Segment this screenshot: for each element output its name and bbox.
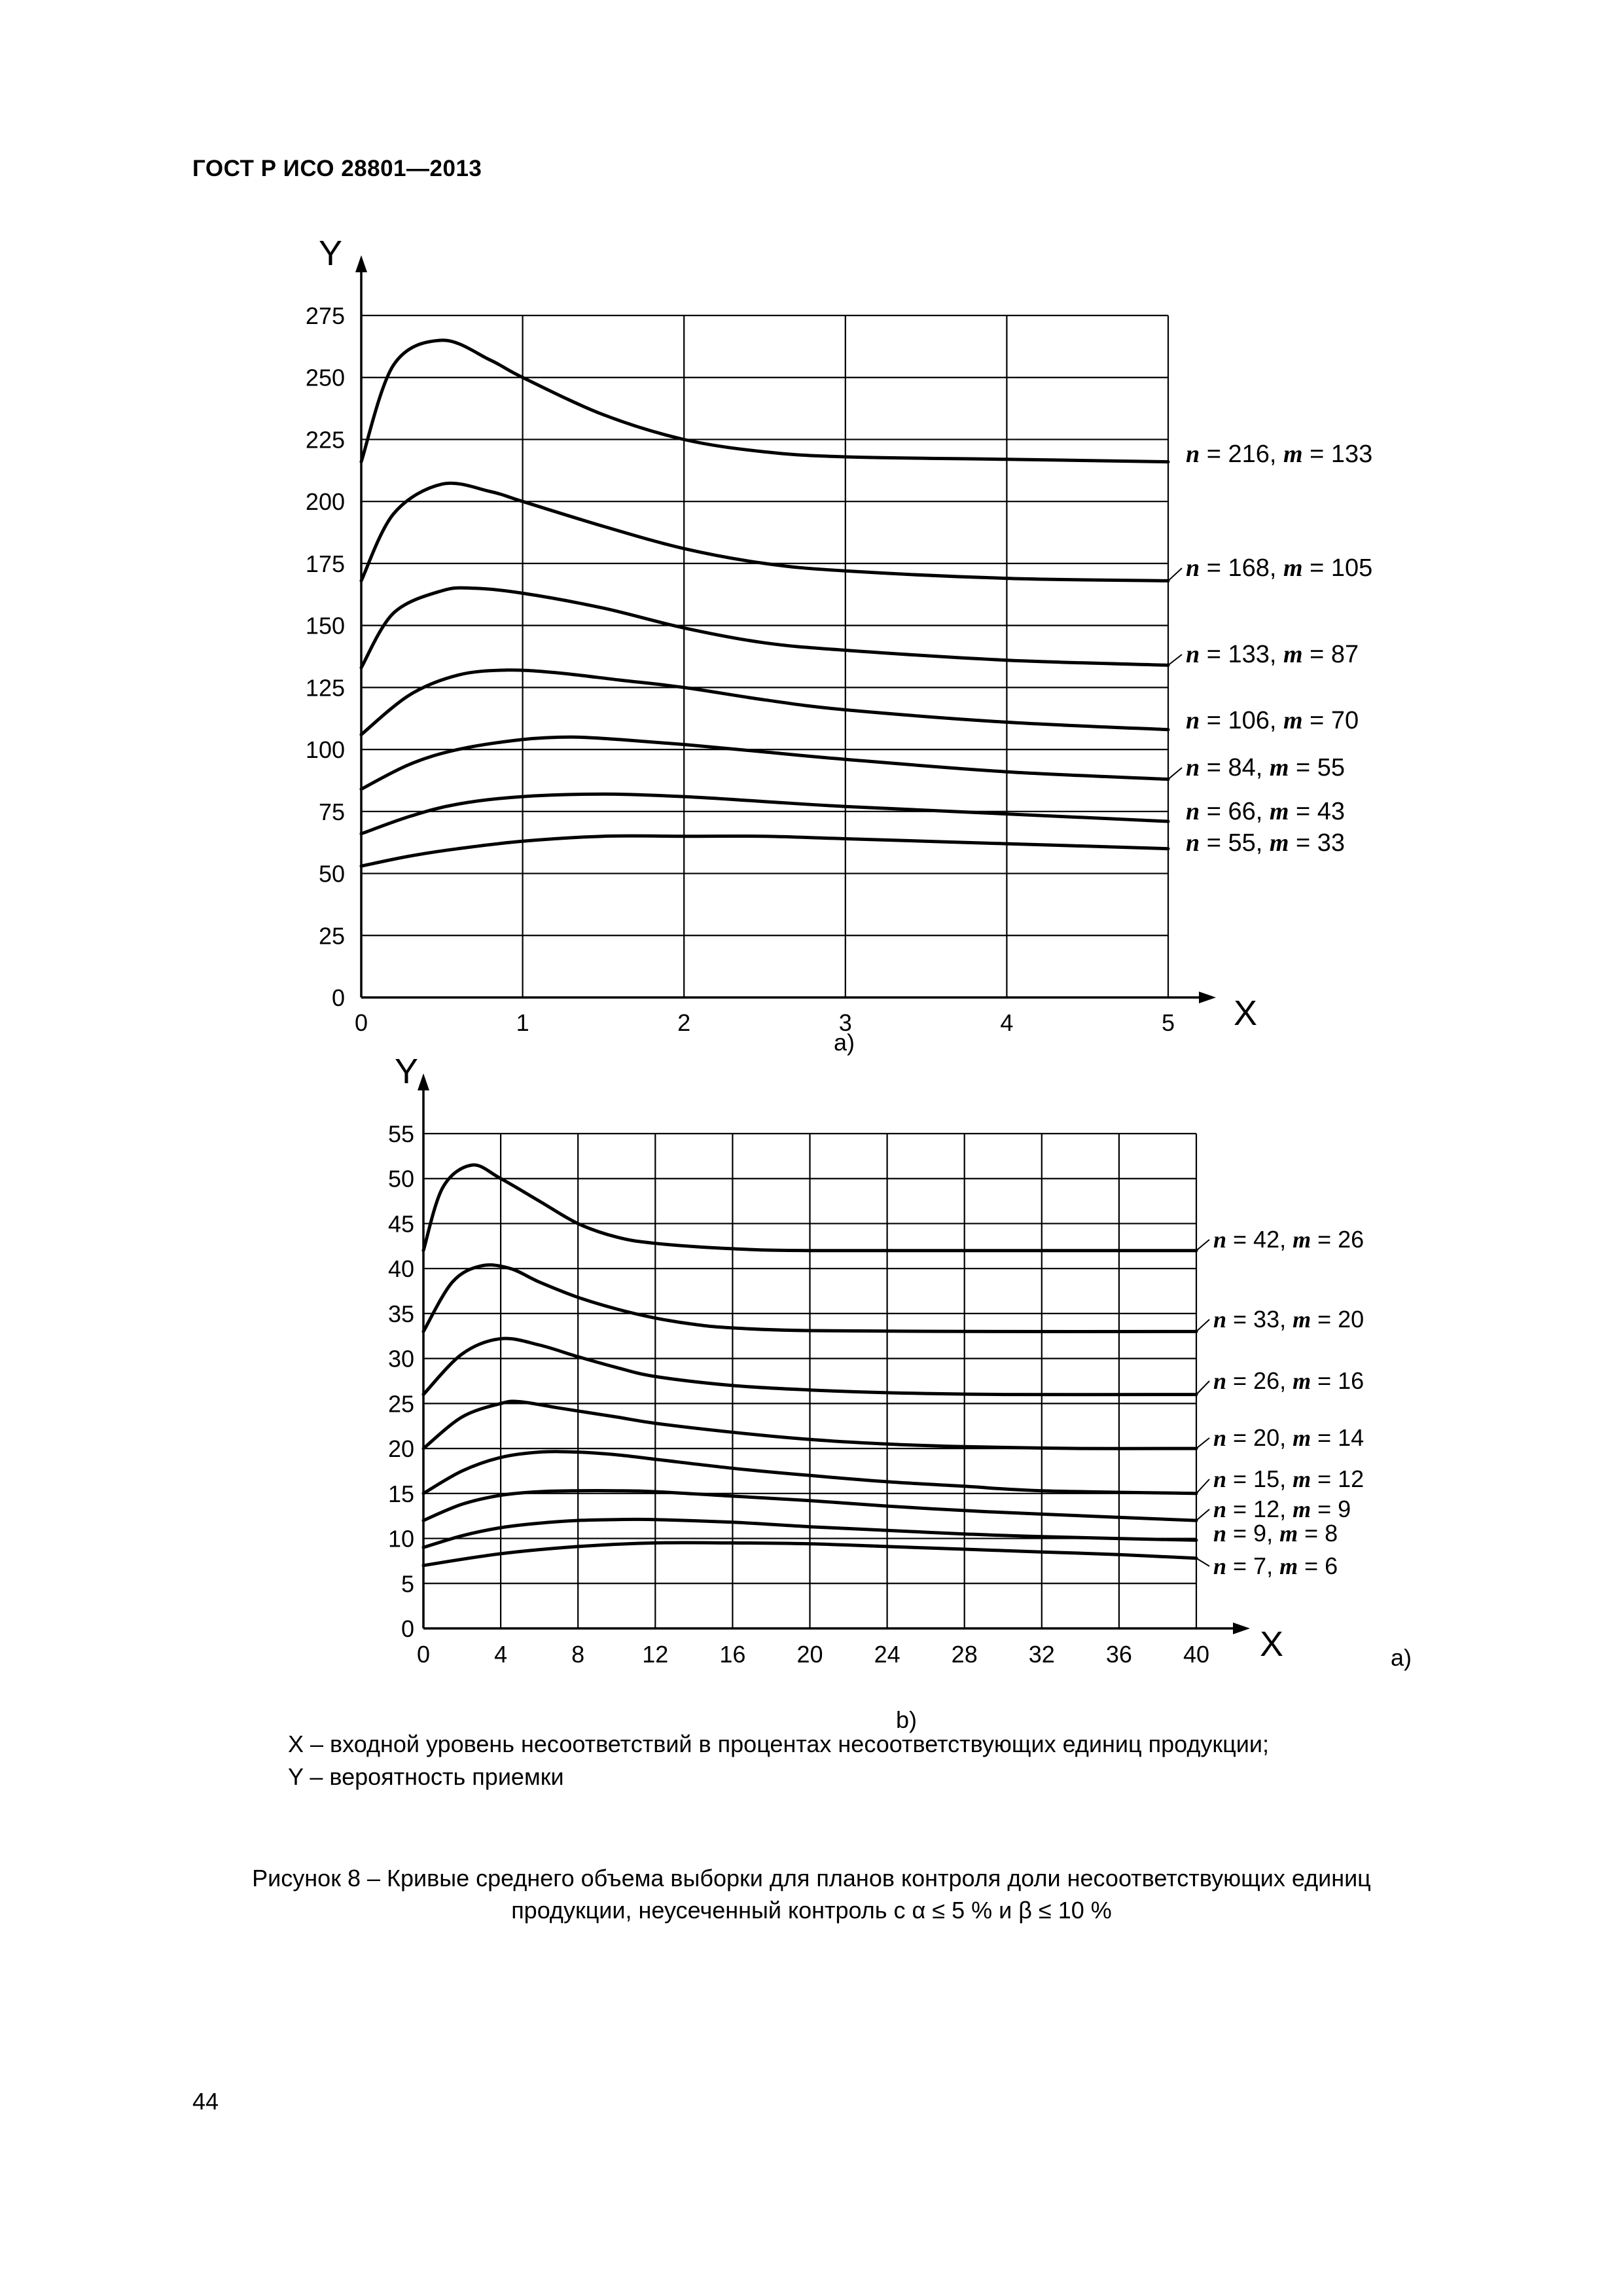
- panel-b-series-label: n = 42, m = 26: [1213, 1226, 1364, 1253]
- panel-a-y-tick-label: 150: [305, 612, 345, 639]
- panel-b-x-axis-arrow: [1233, 1623, 1250, 1634]
- panel-a-x-tick-label: 3: [838, 1009, 852, 1036]
- panel-a-series-label: n = 55, m = 33: [1186, 829, 1345, 857]
- panel-a-series-label: n = 168, m = 105: [1186, 554, 1373, 582]
- panel-a-series-leader: [1168, 568, 1182, 581]
- panel-b-series-label: n = 26, m = 16: [1213, 1367, 1364, 1394]
- panel-a-series-label: n = 216, m = 133: [1186, 440, 1373, 468]
- panel-b-x-tick-label: 16: [719, 1641, 746, 1668]
- panel-b-series-leader: [1196, 1479, 1209, 1494]
- panel-a-x-tick-label: 2: [677, 1009, 691, 1036]
- panel-a-y-tick-label: 0: [331, 984, 345, 1011]
- panel-b-y-axis-title: Y: [395, 1052, 419, 1091]
- panel-b-x-tick-label: 4: [494, 1641, 508, 1668]
- panel-a-series-label: n = 106, m = 70: [1186, 707, 1359, 734]
- panel-a-series-leader: [1168, 655, 1182, 665]
- panel-b-x-tick-label: 8: [571, 1641, 585, 1668]
- panel-b-x-tick-label: 32: [1028, 1641, 1055, 1668]
- panel-a-series-label: n = 133, m = 87: [1186, 641, 1359, 668]
- panel-b-y-tick-label: 45: [387, 1210, 414, 1238]
- panel-b-series-leader: [1196, 1509, 1209, 1520]
- panel-a-y-tick-label: 250: [305, 364, 345, 391]
- panel-b-series-leader: [1196, 1319, 1209, 1331]
- panel-a-x-tick-label: 5: [1161, 1009, 1175, 1036]
- panel-b-series-label: n = 7, m = 6: [1213, 1552, 1338, 1579]
- x-axis-definition: X – входной уровень несоответствий в процентах несоответствующих единиц продукции;: [288, 1731, 1269, 1757]
- panel-a-y-tick-label: 25: [318, 922, 345, 950]
- panel-b-series-leader: [1196, 1240, 1209, 1251]
- panel-b-series-label: n = 15, m = 12: [1213, 1465, 1364, 1492]
- panel-b-series-leader: [1196, 1558, 1209, 1566]
- document-header: ГОСТ Р ИСО 28801—2013: [192, 156, 482, 181]
- panel-a-series-line: [361, 737, 1168, 789]
- panel-a-series-label: n = 66, m = 43: [1186, 798, 1345, 825]
- panel-b-series-leader: [1196, 1438, 1209, 1448]
- panel-a-y-tick-label: 200: [305, 488, 345, 516]
- panel-b-y-tick-label: 55: [387, 1121, 414, 1147]
- panel-b-y-tick-label: 25: [387, 1390, 414, 1418]
- panel-b-series-label: n = 12, m = 9: [1213, 1496, 1351, 1522]
- panel-a-y-axis-title: Y: [319, 234, 343, 273]
- panel-a-series-line: [361, 794, 1168, 834]
- page-number: 44: [192, 2088, 219, 2115]
- panel-b-series-leader: [1196, 1381, 1209, 1395]
- panel-b-y-tick-label: 30: [387, 1345, 414, 1372]
- panel-b-y-tick-label: 5: [401, 1570, 414, 1598]
- panel-b-y-tick-label: 40: [387, 1255, 414, 1283]
- panel-a-y-tick-label: 100: [305, 736, 345, 764]
- panel-b-y-tick-label: 15: [387, 1480, 414, 1507]
- panel-a-series-line: [361, 670, 1168, 735]
- panel-b-y-tick-label: 10: [387, 1525, 414, 1552]
- figure-caption: [0, 1862, 1623, 1926]
- panel-a-label: a): [833, 1029, 855, 1056]
- panel-a-y-tick-label: 225: [305, 426, 345, 454]
- panel-b-x-tick-label: 0: [416, 1641, 431, 1668]
- panel-a-x-axis-title: X: [1234, 994, 1258, 1033]
- figure-legend: [288, 1728, 1269, 1793]
- panel-b-x-tick-label: 12: [642, 1641, 669, 1668]
- panel-a-y-tick-label: 175: [305, 550, 345, 577]
- panel-b-series-label: n = 20, m = 14: [1213, 1424, 1364, 1451]
- y-axis-definition: Y – вероятность приемки: [288, 1763, 564, 1790]
- panel-a-y-axis-arrow: [355, 255, 367, 272]
- panel-a-series-label: n = 84, m = 55: [1186, 754, 1345, 781]
- panel-a-series-leader: [1168, 768, 1182, 780]
- panel-a-y-tick-label: 75: [318, 798, 345, 825]
- panel-b-x-tick-label: 36: [1105, 1641, 1132, 1668]
- panel-b-x-tick-label: 40: [1183, 1641, 1210, 1668]
- panel-b-x-axis-title: X: [1260, 1624, 1284, 1664]
- panel-b-y-tick-label: 20: [387, 1435, 414, 1463]
- panel-a-series-line: [361, 836, 1168, 866]
- panel-b-series-label: n = 33, m = 20: [1213, 1306, 1364, 1333]
- figure-caption-line-2: продукции, неусеченный контроль с α ≤ 5 % и β ≤ 10 %: [511, 1897, 1112, 1924]
- panel-b-label: b): [895, 1706, 918, 1733]
- panel-a-x-tick-label: 0: [354, 1009, 368, 1036]
- panel-a-y-tick-label: 125: [305, 674, 345, 702]
- panel-a-series-line: [361, 340, 1168, 462]
- panel-a-series-line: [361, 483, 1168, 581]
- figure-caption-line-1: Рисунок 8 – Кривые среднего объема выборки для планов контроля доли несоответствующих единиц: [252, 1865, 1371, 1892]
- panel-b-corner-label: a): [1391, 1644, 1412, 1671]
- panel-a-x-tick-label: 4: [1000, 1009, 1014, 1036]
- panel-b-y-tick-label: 0: [401, 1615, 414, 1642]
- panel-b-x-tick-label: 20: [796, 1641, 823, 1668]
- panel-b-y-axis-arrow: [418, 1073, 429, 1090]
- panel-a-y-tick-label: 275: [305, 302, 345, 329]
- panel-a-x-tick-label: 1: [516, 1009, 529, 1036]
- panel-a-x-axis-arrow: [1199, 992, 1216, 1003]
- panel-b-y-tick-label: 50: [387, 1165, 414, 1193]
- panel-a-series-line: [361, 588, 1168, 668]
- panel-b-y-tick-label: 35: [387, 1300, 414, 1327]
- panel-b-x-tick-label: 28: [951, 1641, 978, 1668]
- panel-b-series-label: n = 9, m = 8: [1213, 1520, 1338, 1547]
- panel-a-y-tick-label: 50: [318, 860, 345, 888]
- panel-b-x-tick-label: 24: [874, 1641, 901, 1668]
